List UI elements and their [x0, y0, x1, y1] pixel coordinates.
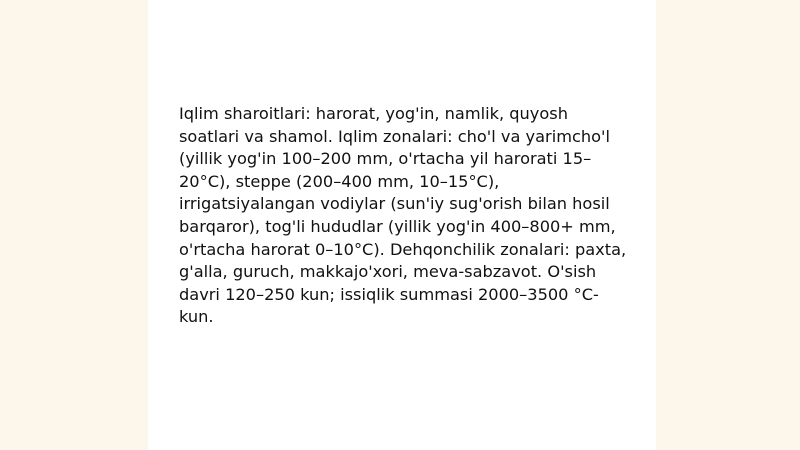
body-paragraph: Iqlim sharoitlari: harorat, yog'in, namlik, quyosh soatlari va shamol. Iqlim zonalari: cho'l va yarimcho'l (yillik yog'in 100–200 mm, o'rtacha yil harorati 15–20°C), steppe (200–400 mm, 10–15°C), irrigatsiyalangan vodiylar (sun'iy sug'orish bilan hosil barqaror), tog'li hududlar (yillik yog'in 400–800+ mm, o'rtacha harorat 0–10°C). Dehqonchilik zonalari: paxta, g'alla, guruch, makkajo'xori, meva-sabzavot. O'sish davri 120–250 kun; issiqlik summasi 2000–3500 °C-kun. — [179, 104, 627, 327]
document-sheet — [148, 0, 656, 450]
